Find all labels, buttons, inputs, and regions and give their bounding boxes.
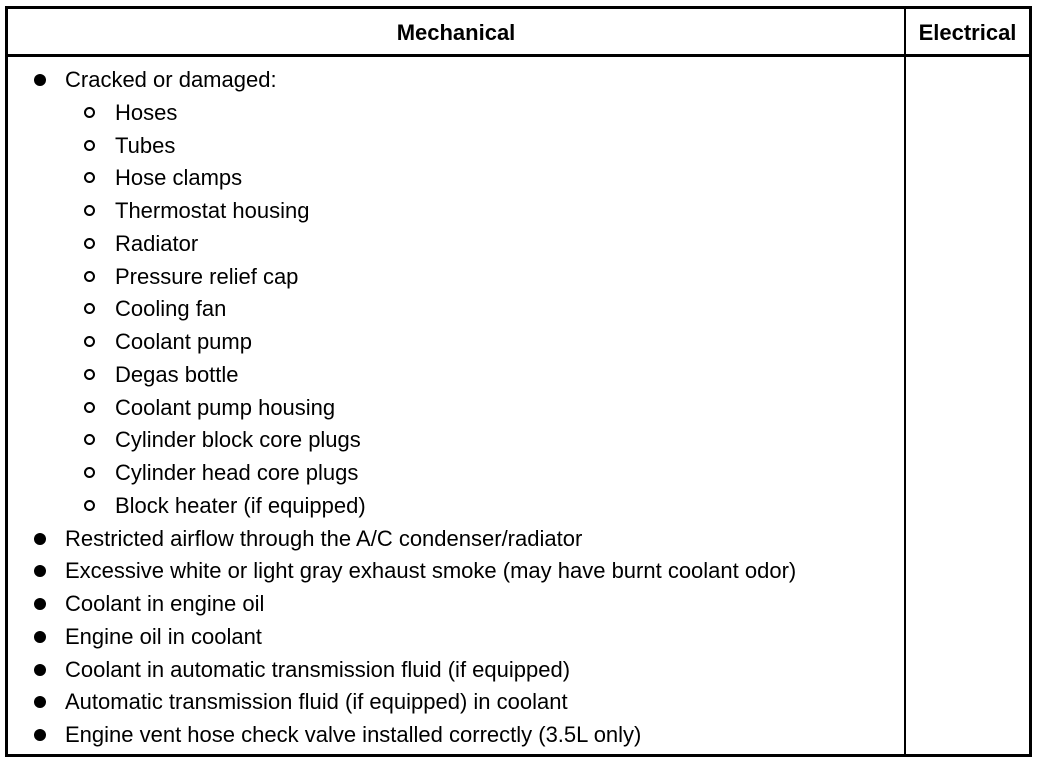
list-item-text: Coolant pump housing — [115, 394, 336, 420]
hollow-bullet-icon — [84, 107, 95, 118]
list-item — [8, 588, 904, 621]
list-item — [8, 621, 904, 654]
list-item-text: Automatic transmission fluid (if equipped) in coolant — [65, 689, 568, 715]
hollow-bullet-icon — [84, 238, 95, 249]
hollow-bullet-icon — [84, 303, 95, 314]
list-item — [8, 97, 904, 130]
hollow-bullet-icon — [84, 402, 95, 413]
list-item — [8, 64, 904, 97]
hollow-bullet-icon — [84, 205, 95, 216]
hollow-bullet-icon — [84, 500, 95, 511]
list-item-text: Coolant pump — [115, 329, 252, 354]
list-item — [8, 523, 904, 556]
list-item — [8, 359, 904, 392]
list-item-text: Cooling fan — [115, 296, 227, 322]
list-item — [8, 424, 904, 457]
list-item-text: Excessive white or light gray exhaust smoke (may have burnt coolant odor) — [65, 558, 797, 584]
list-item-text: Degas bottle — [115, 361, 239, 387]
list-item — [8, 686, 904, 719]
filled-bullet-icon — [34, 631, 46, 643]
list-item-text: Engine vent hose check valve installed correctly (3.5L only) — [65, 722, 642, 747]
list-item — [8, 130, 904, 163]
filled-bullet-icon — [34, 696, 46, 708]
list-item-text: Thermostat housing — [115, 198, 310, 223]
list-item-text: Coolant in engine oil — [65, 591, 265, 616]
list-item — [8, 654, 904, 687]
list-item — [8, 293, 904, 326]
mechanical-checklist — [8, 64, 904, 752]
filled-bullet-icon — [34, 598, 46, 610]
hollow-bullet-icon — [84, 336, 95, 347]
list-item — [8, 555, 904, 588]
list-item-text: Restricted airflow through the A/C condenser/radiator — [65, 525, 583, 551]
filled-bullet-icon — [34, 664, 46, 676]
filled-bullet-icon — [34, 729, 46, 741]
list-item-text: Pressure relief cap — [115, 263, 299, 289]
hollow-bullet-icon — [84, 172, 95, 183]
list-item-text: Radiator — [115, 230, 199, 256]
list-item-text: Engine oil in coolant — [65, 623, 262, 649]
list-item — [8, 326, 904, 359]
list-item-text: Cylinder head core plugs — [115, 460, 359, 485]
inspection-table — [5, 6, 1032, 757]
list-item-text: Tubes — [115, 132, 176, 158]
hollow-bullet-icon — [84, 434, 95, 445]
list-item — [8, 261, 904, 294]
column-divider — [904, 9, 906, 754]
list-item — [8, 392, 904, 425]
list-item — [8, 162, 904, 195]
table-header-row — [8, 9, 1029, 57]
hollow-bullet-icon — [84, 140, 95, 151]
list-item-text: Block heater (if equipped) — [115, 492, 366, 518]
hollow-bullet-icon — [84, 271, 95, 282]
list-item-text: Cracked or damaged: — [65, 67, 277, 92]
list-item-text: Hoses — [115, 99, 178, 125]
mechanical-cell — [8, 64, 904, 752]
list-item-text: Coolant in automatic transmission fluid (if equipped) — [65, 656, 571, 682]
filled-bullet-icon — [34, 533, 46, 545]
list-item — [8, 457, 904, 490]
list-item — [8, 490, 904, 523]
list-item — [8, 195, 904, 228]
mechanical-column-header: Mechanical — [396, 20, 516, 45]
list-item-text: Hose clamps — [115, 165, 243, 191]
hollow-bullet-icon — [84, 467, 95, 478]
filled-bullet-icon — [34, 565, 46, 577]
filled-bullet-icon — [34, 74, 46, 86]
electrical-column-header: Electrical — [918, 20, 1017, 45]
list-item — [8, 719, 904, 752]
hollow-bullet-icon — [84, 369, 95, 380]
list-item — [8, 228, 904, 261]
list-item-text: Cylinder block core plugs — [115, 427, 361, 453]
